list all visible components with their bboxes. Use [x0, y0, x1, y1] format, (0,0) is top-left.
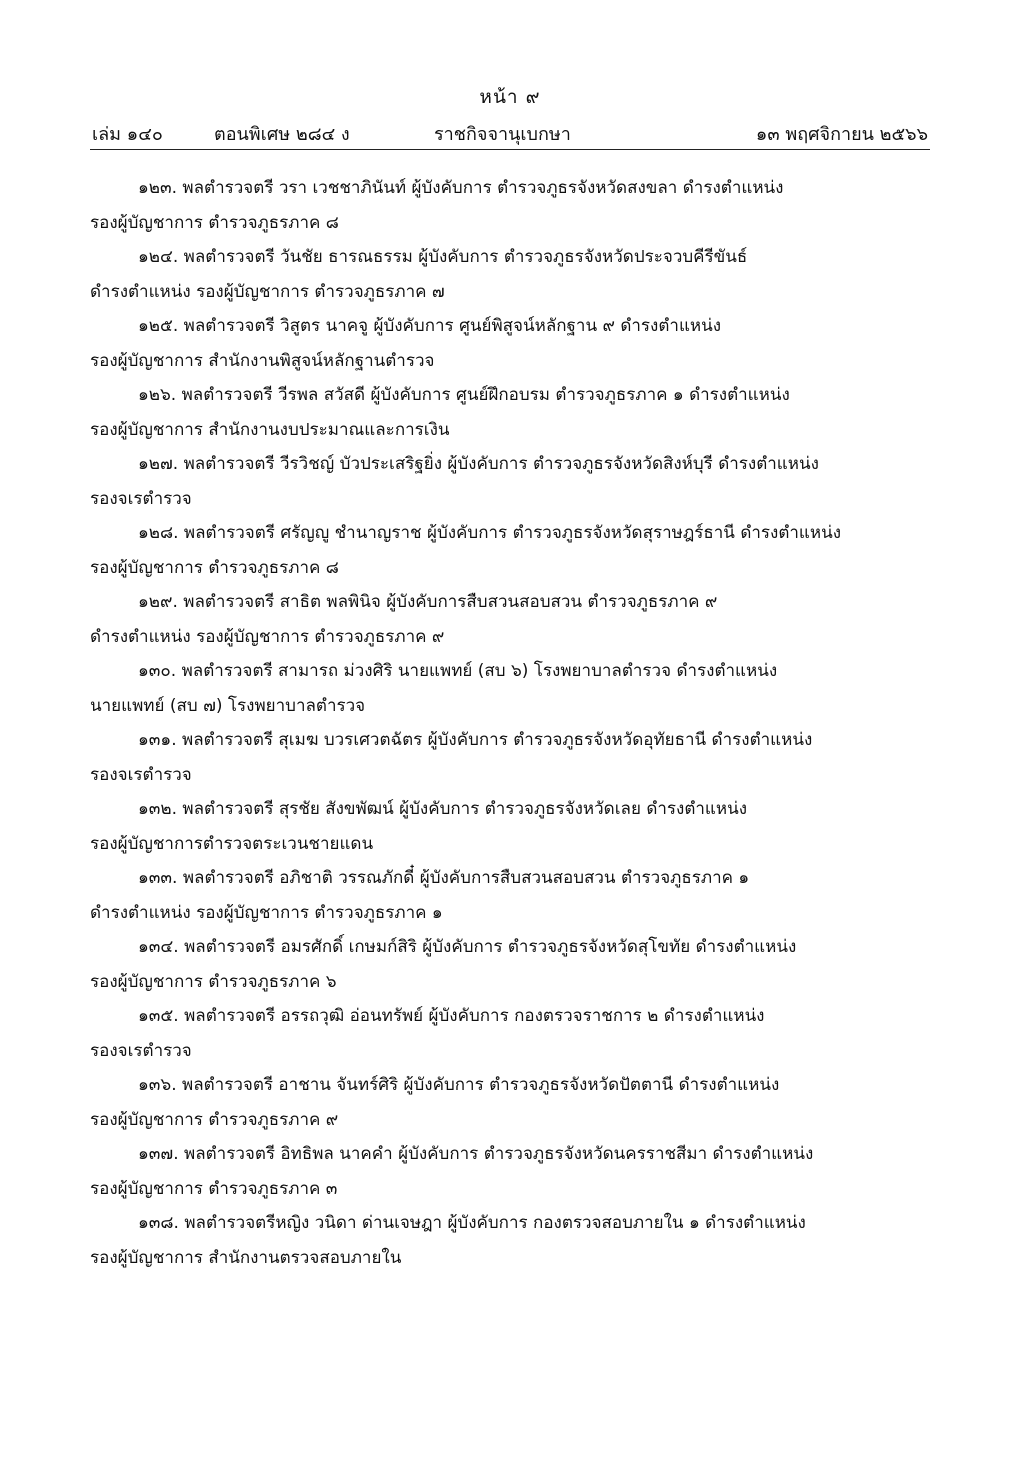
entry-second-line: รองจเรตำรวจ: [90, 1040, 192, 1061]
entry-second-line: ดำรงตำแหน่ง รองผู้บัญชาการ ตำรวจภูธรภาค ๙: [90, 626, 445, 647]
entry-first-line: ๑๓๔. พลตำรวจตรี อมรศักดิ์ เกษมก์สิริ ผู้บังคับการ ตำรวจภูธรจังหวัดสุโขทัย ดำรงตำแหน่ง: [138, 937, 797, 957]
entry-first-line: ๑๒๗. พลตำรวจตรี วีรวิชญ์ บัวประเสริฐยิ่ง ผู้บังคับการ ตำรวจภูธรจังหวัดสิงห์บุรี ดำรงตำแหน่ง: [138, 454, 819, 474]
entry-second-line: รองผู้บัญชาการ สำนักงานตรวจสอบภายใน: [90, 1247, 402, 1268]
list-item: [90, 309, 930, 378]
list-item: [90, 654, 930, 723]
entry-second-line: รองผู้บัญชาการ สำนักงานงบประมาณและการเงิน: [90, 419, 450, 440]
entry-second-line: ดำรงตำแหน่ง รองผู้บัญชาการ ตำรวจภูธรภาค ๑: [90, 902, 443, 923]
entry-second-line: รองผู้บัญชาการ สำนักงานพิสูจน์หลักฐานตำรวจ: [90, 350, 435, 371]
entry-first-line: ๑๒๓. พลตำรวจตรี วรา เวชชาภินันท์ ผู้บังคับการ ตำรวจภูธรจังหวัดสงขลา ดำรงตำแหน่ง: [138, 178, 784, 198]
entry-first-line: ๑๓๗. พลตำรวจตรี อิทธิพล นาคคำ ผู้บังคับการ ตำรวจภูธรจังหวัดนครราชสีมา ดำรงตำแหน่ง: [138, 1144, 814, 1164]
gazette-title: ราชกิจจานุเบกษา: [434, 124, 571, 145]
entry-second-line: รองผู้บัญชาการ ตำรวจภูธรภาค ๘: [90, 212, 339, 233]
entry-first-line: ๑๒๕. พลตำรวจตรี วิสูตร นาคจู ผู้บังคับการ ศูนย์พิสูจน์หลักฐาน ๙ ดำรงตำแหน่ง: [138, 316, 722, 336]
entry-second-line: รองจเรตำรวจ: [90, 488, 192, 509]
entry-first-line: ๑๓๒. พลตำรวจตรี สุรชัย สังขพัฒน์ ผู้บังคับการ ตำรวจภูธรจังหวัดเลย ดำรงตำแหน่ง: [138, 799, 748, 819]
list-item: [90, 585, 930, 654]
entry-first-line: ๑๒๘. พลตำรวจตรี ศรัญญู ชำนาญราช ผู้บังคับการ ตำรวจภูธรจังหวัดสุราษฎร์ธานี ดำรงตำแหน่ง: [138, 523, 842, 543]
list-item: [90, 378, 930, 447]
header-divider: [90, 149, 930, 150]
list-item: [90, 792, 930, 861]
entry-first-line: ๑๒๙. พลตำรวจตรี สาธิต พลพินิจ ผู้บังคับการสืบสวนสอบสวน ตำรวจภูธรภาค ๙: [138, 592, 718, 612]
entry-second-line: รองผู้บัญชาการ ตำรวจภูธรภาค ๘: [90, 557, 339, 578]
volume-label: เล่ม ๑๔๐: [92, 124, 163, 145]
list-item: [90, 516, 930, 585]
entry-second-line: รองผู้บัญชาการตำรวจตระเวนชายแดน: [90, 833, 374, 854]
list-item: [90, 930, 930, 999]
entry-second-line: นายแพทย์ (สบ ๗) โรงพยาบาลตำรวจ: [90, 695, 366, 716]
entry-second-line: รองผู้บัญชาการ ตำรวจภูธรภาค ๖: [90, 971, 337, 992]
gazette-header: [92, 119, 928, 147]
entry-first-line: ๑๓๐. พลตำรวจตรี สามารถ ม่วงศิริ นายแพทย์ (สบ ๖) โรงพยาบาลตำรวจ ดำรงตำแหน่ง: [138, 661, 778, 681]
list-item: [90, 240, 930, 309]
entry-first-line: ๑๓๑. พลตำรวจตรี สุเมฆ บวรเศวตฉัตร ผู้บังคับการ ตำรวจภูธรจังหวัดอุทัยธานี ดำรงตำแหน่ง: [138, 730, 813, 750]
entry-second-line: รองจเรตำรวจ: [90, 764, 192, 785]
appointment-list: [90, 171, 930, 1275]
publication-date: ๑๓ พฤศจิกายน ๒๕๖๖: [755, 124, 928, 145]
entry-first-line: ๑๓๓. พลตำรวจตรี อภิชาติ วรรณภักดี๋ ผู้บังคับการสืบสวนสอบสวน ตำรวจภูธรภาค ๑: [138, 868, 750, 888]
entry-first-line: ๑๓๕. พลตำรวจตรี อรรถวุฒิ อ่อนทรัพย์ ผู้บังคับการ กองตรวจราชการ ๒ ดำรงตำแหน่ง: [138, 1006, 765, 1026]
entry-first-line: ๑๒๖. พลตำรวจตรี วีรพล สวัสดี ผู้บังคับการ ศูนย์ฝึกอบรม ตำรวจภูธรภาค ๑ ดำรงตำแหน่ง: [138, 385, 790, 405]
page-number: หน้า ๙: [479, 86, 541, 108]
list-item: [90, 999, 930, 1068]
list-item: [90, 447, 930, 516]
entry-first-line: ๑๒๔. พลตำรวจตรี วันชัย ธารณธรรม ผู้บังคับการ ตำรวจภูธรจังหวัดประจวบคีรีขันธ์: [138, 247, 748, 267]
list-item: [90, 1137, 930, 1206]
entry-second-line: ดำรงตำแหน่ง รองผู้บัญชาการ ตำรวจภูธรภาค ๗: [90, 281, 445, 302]
list-item: [90, 723, 930, 792]
issue-label: ตอนพิเศษ ๒๘๔ ง: [214, 124, 350, 145]
list-item: [90, 1068, 930, 1137]
entry-first-line: ๑๓๘. พลตำรวจตรีหญิง วนิดา ด่านเจษฎา ผู้บังคับการ กองตรวจสอบภายใน ๑ ดำรงตำแหน่ง: [138, 1213, 806, 1233]
list-item: [90, 861, 930, 930]
entry-second-line: รองผู้บัญชาการ ตำรวจภูธรภาค ๙: [90, 1109, 339, 1130]
entry-second-line: รองผู้บัญชาการ ตำรวจภูธรภาค ๓: [90, 1178, 338, 1199]
list-item: [90, 1206, 930, 1275]
list-item: [90, 171, 930, 240]
entry-first-line: ๑๓๖. พลตำรวจตรี อาชาน จันทร์ศิริ ผู้บังคับการ ตำรวจภูธรจังหวัดปัตตานี ดำรงตำแหน่ง: [138, 1075, 780, 1095]
